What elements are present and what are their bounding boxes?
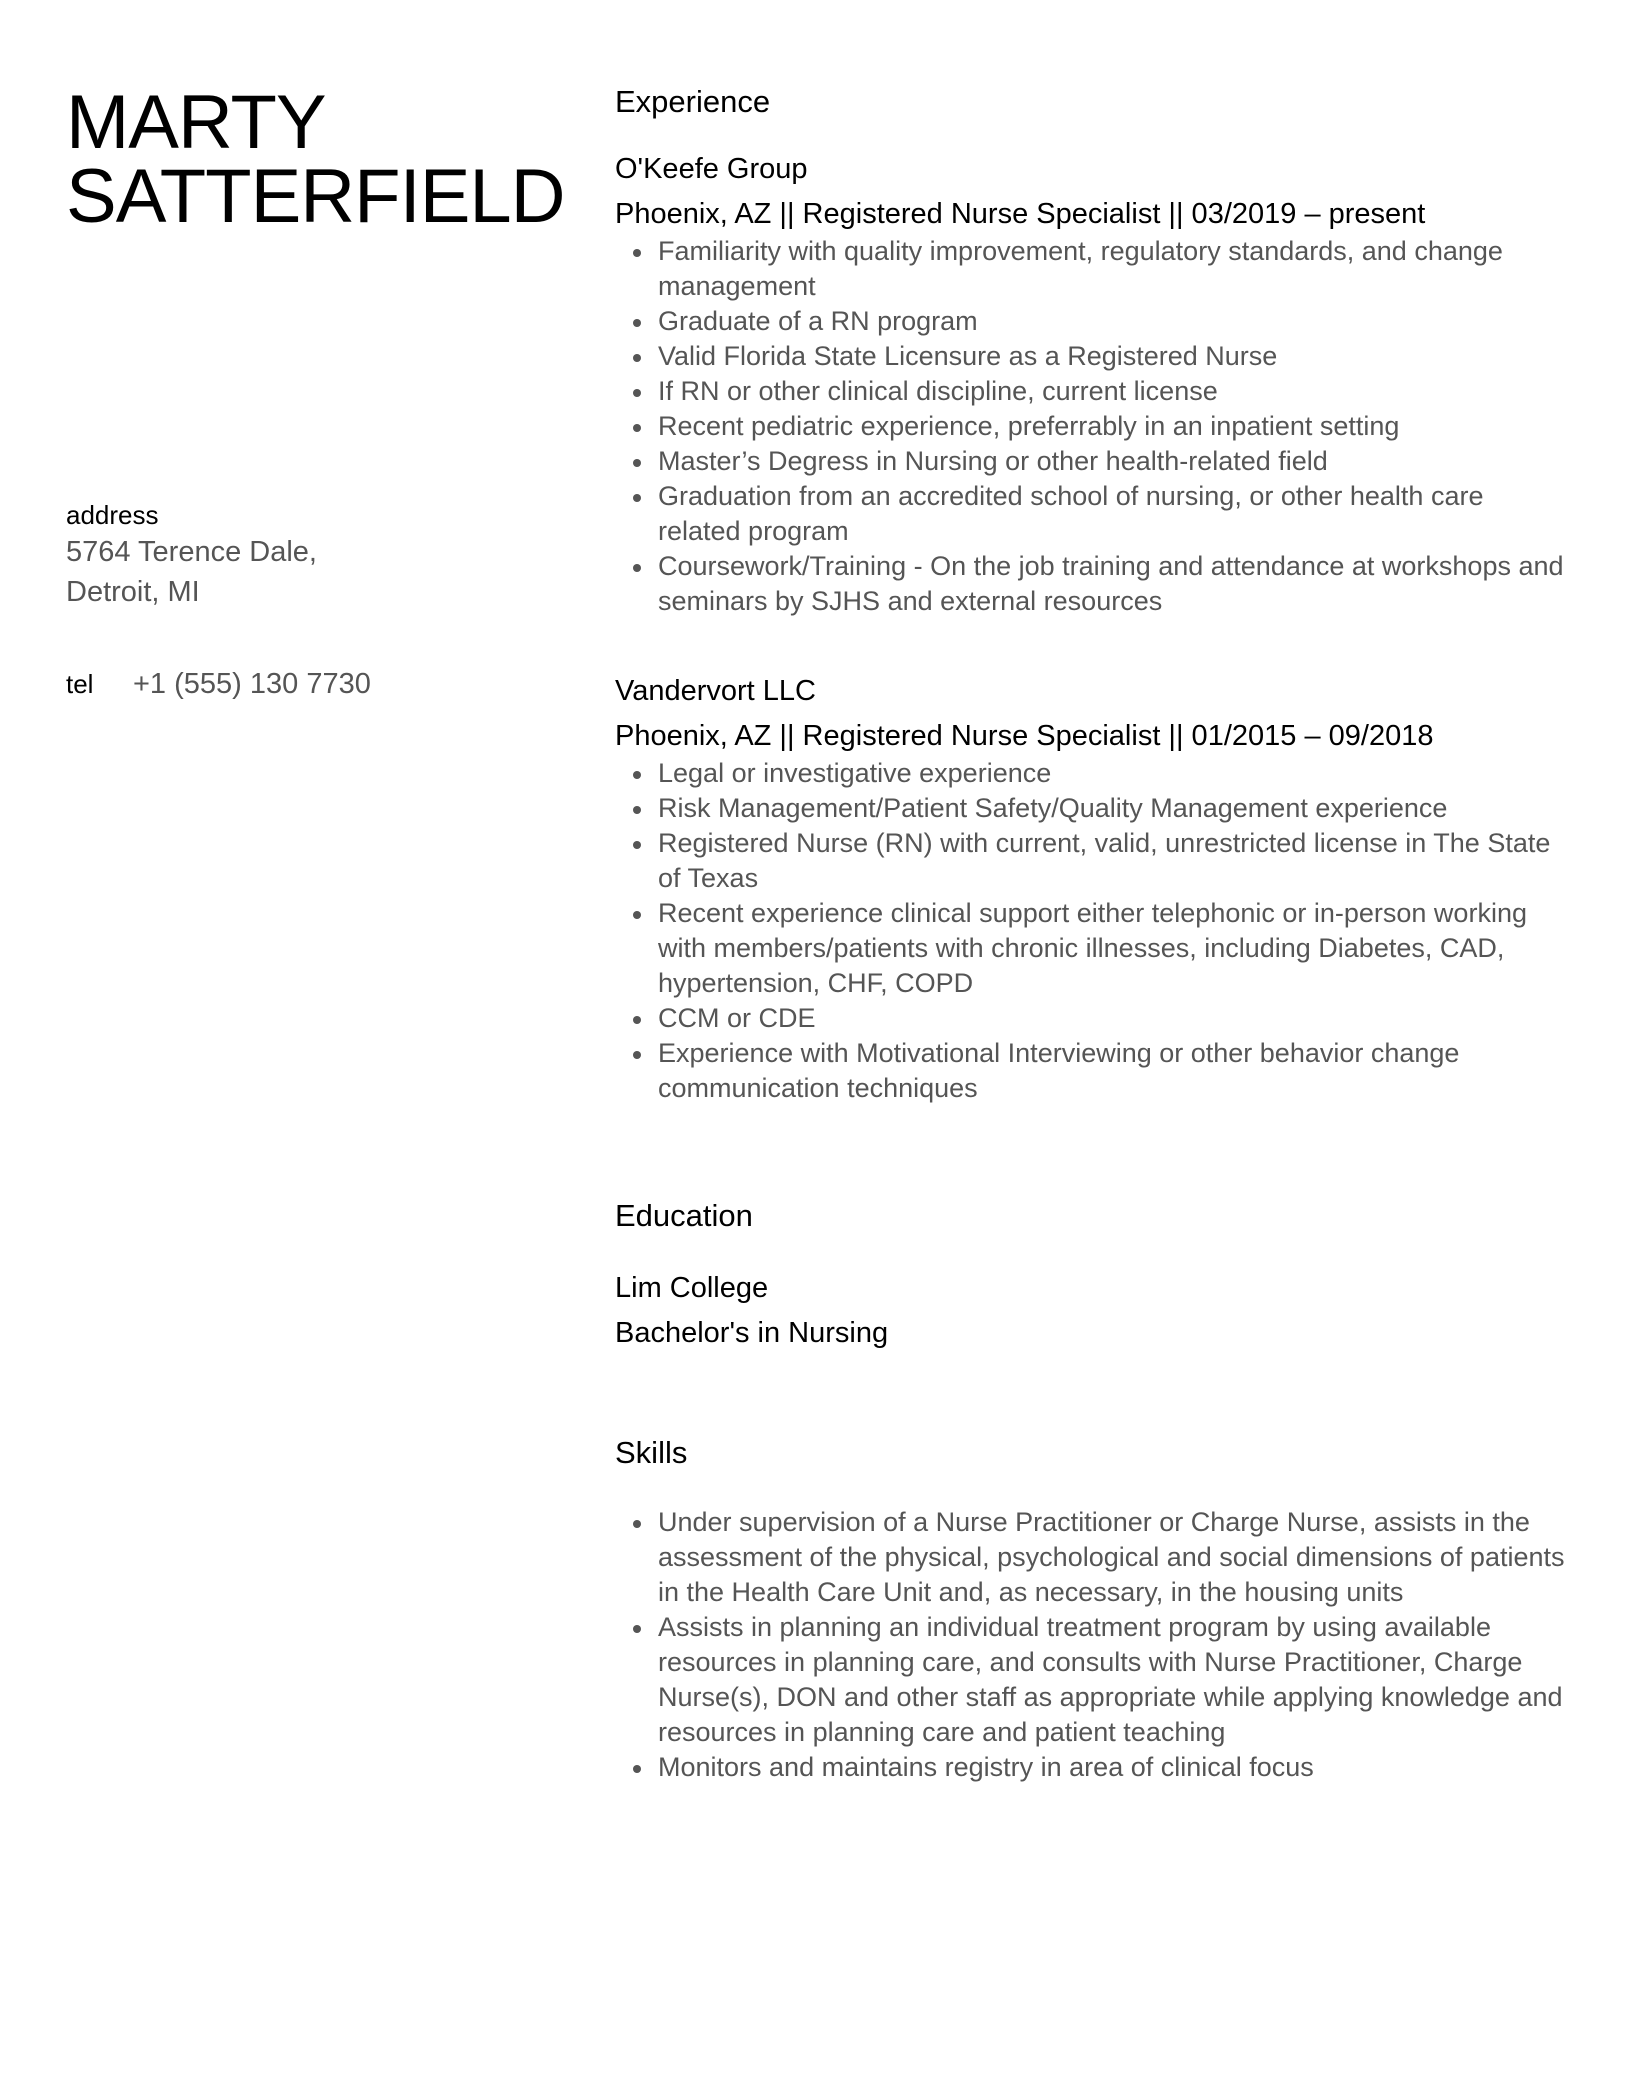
job-bullet: Graduation from an accredited school of nursing, or other health care related program: [658, 479, 1565, 549]
contact-tel: [66, 664, 566, 704]
education-degree: Bachelor's in Nursing: [615, 1317, 889, 1349]
job-bullet: Legal or investigative experience: [658, 756, 1565, 791]
tel-label: tel: [66, 669, 94, 699]
job-bullet: Registered Nurse (RN) with current, valid, unrestricted license in The State of Texas: [658, 826, 1565, 896]
address-label: address: [66, 500, 159, 530]
skill-item: Assists in planning an individual treatment program by using available resources in planning care, and consults with Nurse Practitioner, Charge Nurse(s), DON and other staff as appropriate while applying knowledge and resources in planning care and patient teaching: [658, 1610, 1565, 1750]
tel-value: +1 (555) 130 7730: [133, 668, 371, 700]
job-bullets: [615, 234, 1565, 619]
job-entry: [615, 671, 1565, 1106]
skills-list: [615, 1505, 1565, 1785]
job-bullet: Experience with Motivational Interviewing or other behavior change communication techniques: [658, 1036, 1565, 1106]
education-school: Lim College: [615, 1272, 769, 1304]
address-line-2: Detroit, MI: [66, 576, 200, 608]
experience-section: [615, 80, 1565, 1106]
name-first: MARTY: [66, 80, 326, 165]
address-line-1: 5764 Terence Dale,: [66, 536, 317, 568]
education-title: Education: [615, 1198, 753, 1233]
job-company: O'Keefe Group: [615, 153, 808, 185]
job-company: Vandervort LLC: [615, 675, 816, 707]
education-section: [615, 1194, 1565, 1353]
education-entry: [615, 1268, 1565, 1353]
job-entry: [615, 149, 1565, 619]
candidate-name: [66, 80, 586, 239]
experience-title: Experience: [615, 84, 771, 119]
job-meta: Phoenix, AZ || Registered Nurse Specialist || 03/2019 – present: [615, 198, 1426, 230]
skills-section: [615, 1431, 1565, 1785]
job-bullet: Recent experience clinical support either telephonic or in-person working with members/patients with chronic illnesses, including Diabetes, CAD, hypertension, CHF, COPD: [658, 896, 1565, 1001]
job-bullet: Master’s Degress in Nursing or other health-related field: [658, 444, 1565, 479]
skill-item: Monitors and maintains registry in area of clinical focus: [658, 1750, 1565, 1785]
contact-address: [66, 498, 566, 612]
job-bullet: Valid Florida State Licensure as a Registered Nurse: [658, 339, 1565, 374]
job-bullet: CCM or CDE: [658, 1001, 1565, 1036]
main-column: [615, 80, 1565, 1785]
job-bullet: Recent pediatric experience, preferrably in an inpatient setting: [658, 409, 1565, 444]
job-bullets: [615, 756, 1565, 1106]
job-meta: Phoenix, AZ || Registered Nurse Specialist || 01/2015 – 09/2018: [615, 720, 1434, 752]
job-bullet: If RN or other clinical discipline, current license: [658, 374, 1565, 409]
skills-title: Skills: [615, 1435, 688, 1470]
name-block: [66, 80, 586, 239]
job-bullet: Familiarity with quality improvement, regulatory standards, and change management: [658, 234, 1565, 304]
job-bullet: Risk Management/Patient Safety/Quality Management experience: [658, 791, 1565, 826]
skill-item: Under supervision of a Nurse Practitioner or Charge Nurse, assists in the assessment of the physical, psychological and social dimensions of patients in the Health Care Unit and, as necessary, in the housing units: [658, 1505, 1565, 1610]
address-value: [66, 532, 566, 612]
job-bullet: Graduate of a RN program: [658, 304, 1565, 339]
job-bullet: Coursework/Training - On the job training and attendance at workshops and seminars by SJHS and external resources: [658, 549, 1565, 619]
name-last: SATTERFIELD: [66, 154, 565, 239]
